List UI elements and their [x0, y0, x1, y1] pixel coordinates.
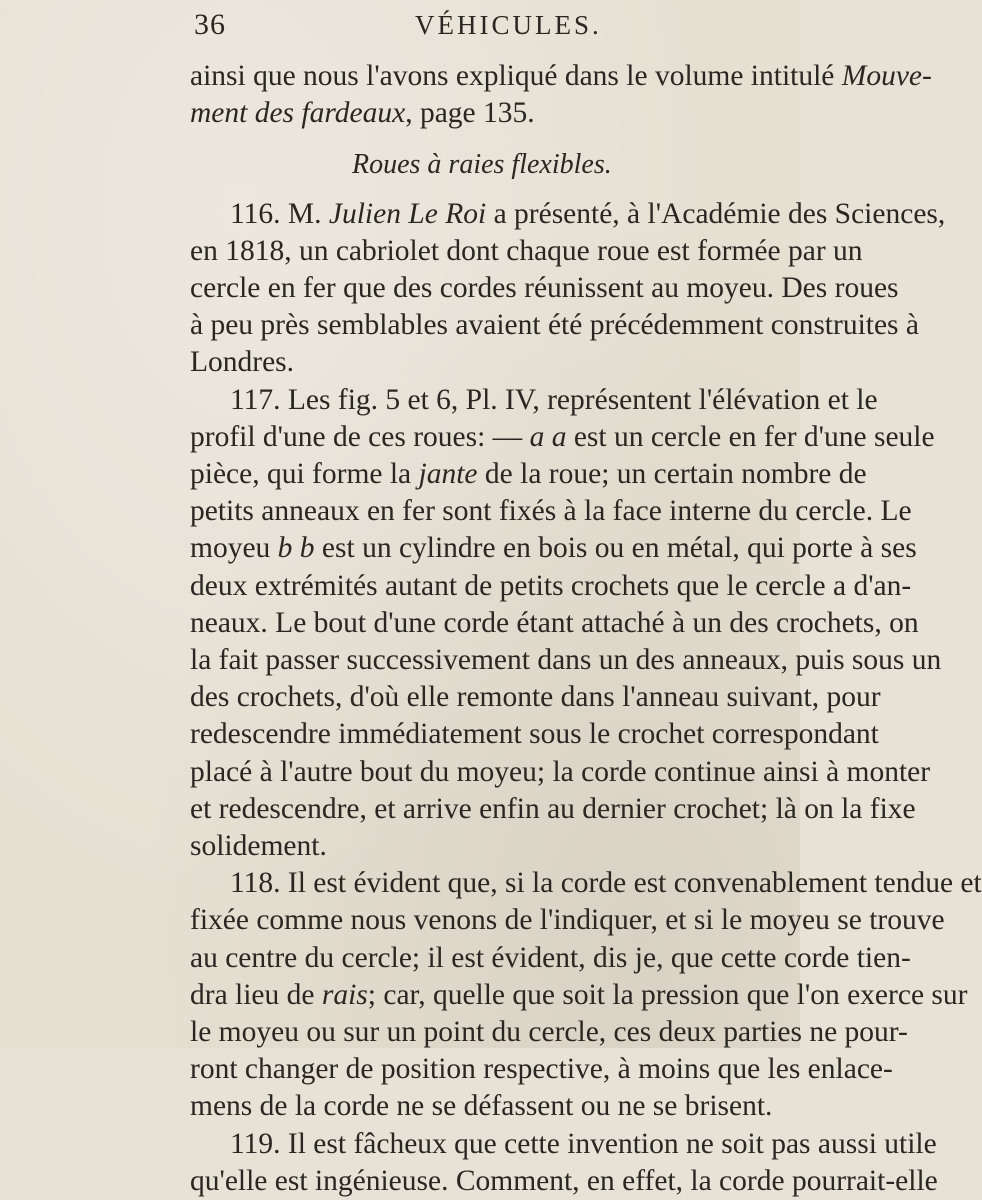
text-line: petits anneaux en fer sont fixés à la face interne du cercle. Le — [190, 495, 912, 528]
text-line: redescendre immédiatement sous le crochet correspondant — [190, 718, 879, 751]
paragraph-118-start: 118. Il est évident que, si la corde est convenablement tendue et — [230, 867, 982, 900]
running-head: VÉHICULES. — [415, 10, 602, 40]
text-line: ainsi que nous l'avons expliqué dans le volume intitulé Mouve- — [190, 60, 932, 92]
paragraph-119-start: 119. Il est fâcheux que cette invention ne soit pas aussi utile — [230, 1127, 937, 1160]
text-line: au centre du cercle; il est évident, dis je, que cette corde tien- — [190, 941, 911, 974]
text-line: cercle en fer que des cordes réunissent au moyeu. Des roues — [190, 272, 899, 305]
text-line: solidement. — [190, 830, 327, 863]
page-number: 36 — [194, 8, 226, 41]
text-line: profil d'une de ces roues: — a a est un cercle en fer d'une seule — [190, 420, 935, 453]
body-text — [190, 58, 982, 1200]
paragraph-117-start: 117. Les fig. 5 et 6, Pl. IV, représentent l'élévation et le — [230, 383, 878, 416]
text-line: la fait passer successivement dans un des anneaux, puis sous un — [190, 644, 942, 677]
text-line: neaux. Le bout d'une corde étant attaché à un des crochets, on — [190, 606, 919, 639]
text-line: ront changer de position respective, à moins que les enlace- — [190, 1053, 893, 1086]
text-line: le moyeu ou sur un point du cercle, ces deux parties ne pour- — [190, 1016, 908, 1049]
paragraph-116-start: 116. M. Julien Le Roi a présenté, à l'Académie des Sciences, — [230, 197, 946, 230]
text-line: ment des fardeaux, page 135. — [190, 97, 535, 130]
text-line: mens de la corde ne se défassent ou ne se brisent. — [190, 1090, 773, 1123]
text-line: placé à l'autre bout du moyeu; la corde continue ainsi à monter — [190, 755, 931, 788]
text-line: fixée comme nous venons de l'indiquer, et si le moyeu se trouve — [190, 904, 945, 937]
text-line: à peu près semblables avaient été précédemment construites à — [190, 309, 920, 342]
text-line: qu'elle est ingénieuse. Comment, en effet, la corde pourrait-elle — [190, 1164, 938, 1197]
section-heading: Roues à raies flexibles. — [352, 149, 612, 181]
text-line: et redescendre, et arrive enfin au dernier crochet; là on la fixe — [190, 792, 916, 825]
text-line: deux extrémités autant de petits crochets que le cercle a d'an- — [190, 569, 912, 602]
text-line: moyeu b b est un cylindre en bois ou en métal, qui porte à ses — [190, 532, 917, 565]
text-line: dra lieu de rais; car, quelle que soit la pression que l'on exerce sur — [190, 978, 968, 1011]
text-line: pièce, qui forme la jante de la roue; un certain nombre de — [190, 458, 867, 491]
page-header — [190, 8, 742, 44]
text-line: en 1818, un cabriolet dont chaque roue est formée par un — [190, 234, 863, 267]
text-line: des crochets, d'où elle remonte dans l'anneau suivant, pour — [190, 681, 881, 714]
text-line: Londres. — [190, 346, 295, 379]
